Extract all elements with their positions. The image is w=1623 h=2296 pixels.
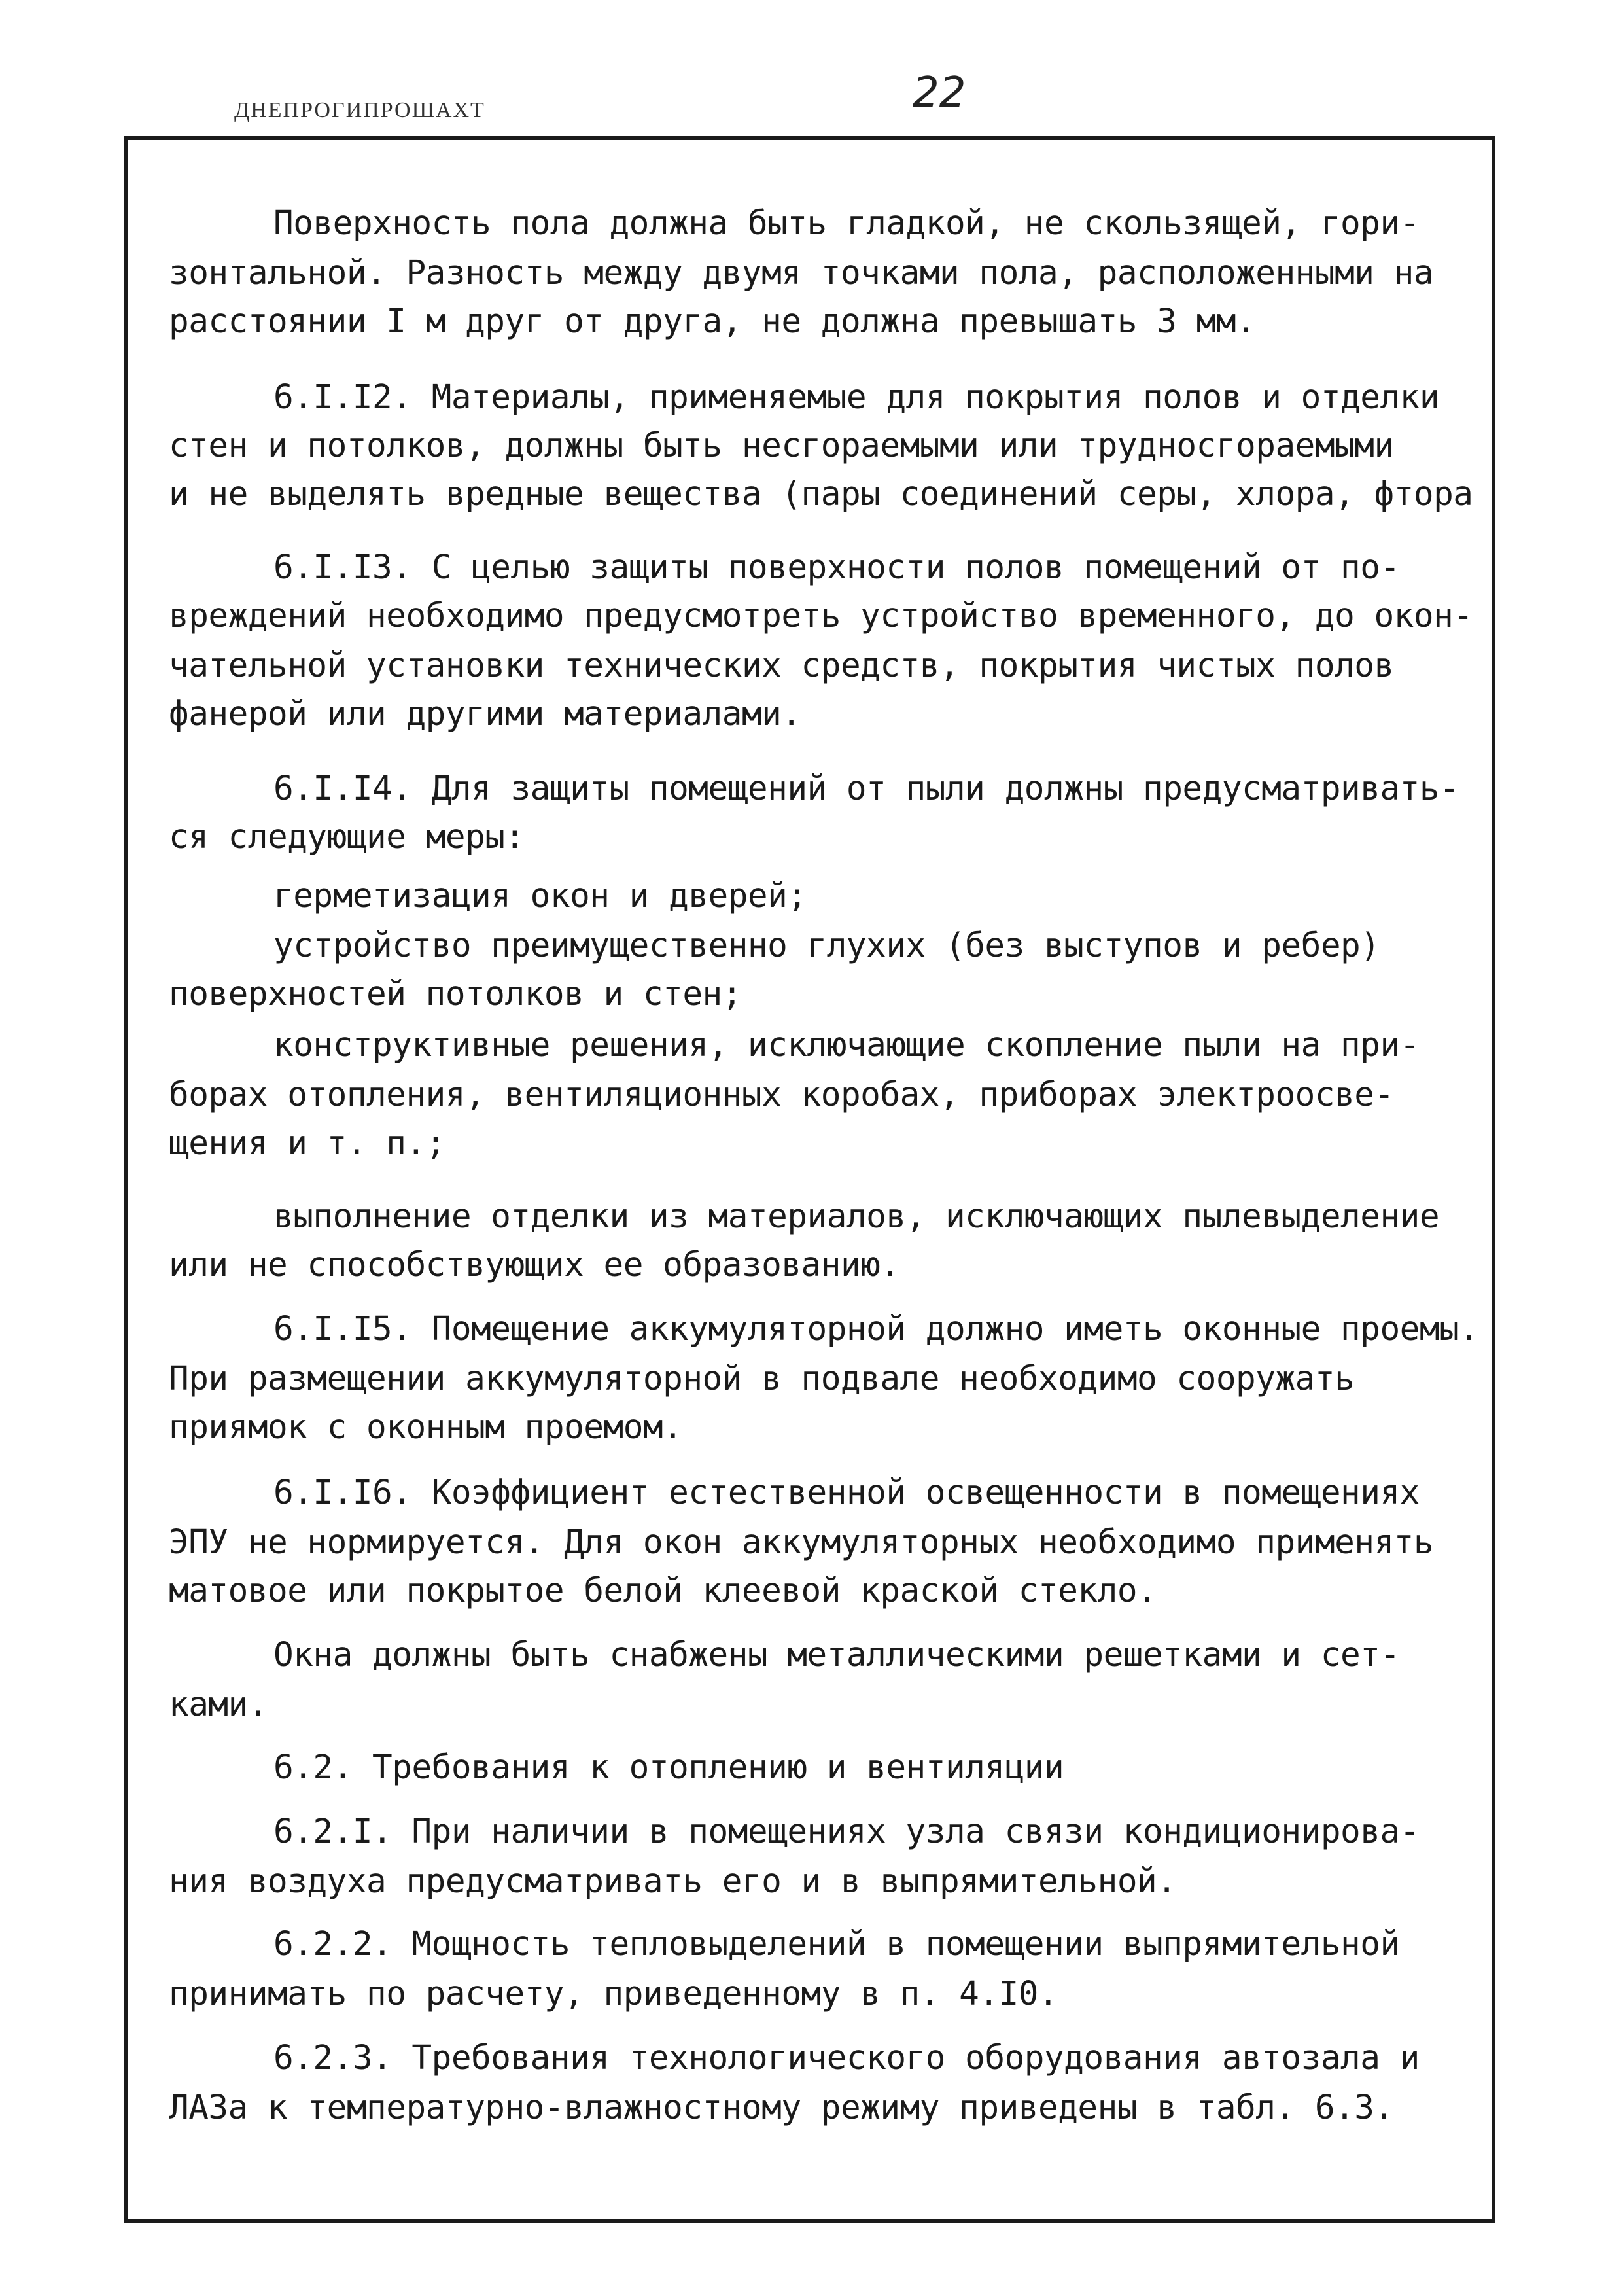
text-line: 6.I.I2. Материалы, применяемые для покрытия полов и отделки <box>273 378 1440 417</box>
text-line: герметизация окон и дверей; <box>273 877 807 915</box>
text-line: фанерой или другими материалами. <box>169 695 801 733</box>
text-line: расстоянии I м друг от друга, не должна превышать 3 мм. <box>169 302 1256 341</box>
text-line: 6.2.2. Мощность тепловыделений в помещении выпрямительной <box>273 1925 1400 1964</box>
text-line: ЛАЗа к температурно-влажностному режиму приведены в табл. 6.3. <box>169 2089 1394 2127</box>
text-line: поверхностей потолков и стен; <box>169 975 742 1014</box>
text-line: конструктивные решения, исключающие скопление пыли на при- <box>273 1026 1420 1065</box>
text-line: щения и т. п.; <box>169 1124 445 1163</box>
section-heading: 6.2. Требования к отоплению и вентиляции <box>273 1748 1064 1787</box>
text-line: или не способствующих ее образованию. <box>169 1246 900 1284</box>
text-line: борах отопления, вентиляционных коробах, приборах электроосве- <box>169 1076 1394 1114</box>
text-line: выполнение отделки из материалов, исключающих пылевыделение <box>273 1197 1440 1236</box>
text-line: вреждений необходимо предусмотреть устройство временного, до окон- <box>169 597 1473 635</box>
text-line: ся следующие меры: <box>169 818 525 857</box>
text-line: 6.I.I3. С целью защиты поверхности полов помещений от по- <box>273 548 1400 587</box>
text-line: устройство преимущественно глухих (без выступов и ребер) <box>273 927 1380 965</box>
text-line: ЭПУ не нормируется. Для окон аккумуляторных необходимо применять <box>169 1523 1434 1562</box>
text-line: приямок с оконным проемом. <box>169 1408 683 1447</box>
text-line: Окна должны быть снабжены металлическими решетками и сет- <box>273 1636 1400 1674</box>
text-line: чательной установки технических средств, покрытия чистых полов <box>169 646 1394 685</box>
text-line: и не выделять вредные вещества (пары соединений серы, хлора, фтора <box>169 475 1473 514</box>
text-line: 6.I.I5. Помещение аккумуляторной должно иметь оконные проемы. <box>273 1310 1479 1349</box>
text-line: принимать по расчету, приведенному в п. 4.I0. <box>169 1975 1058 2013</box>
organization-stamp: ДНЕПРОГИПРОШАХТ <box>234 98 485 122</box>
text-line: 6.I.I4. Для защиты помещений от пыли должны предусматривать- <box>273 769 1459 808</box>
text-line: стен и потолков, должны быть несгораемыми или трудносгораемыми <box>169 427 1394 465</box>
page-number: 22 <box>913 69 966 117</box>
text-line: зонтальной. Разность между двумя точками пола, расположенными на <box>169 254 1434 292</box>
text-line: ния воздуха предусматривать его и в выпрямительной. <box>169 1862 1177 1901</box>
text-line: 6.2.I. При наличии в помещениях узла связи кондиционирова- <box>273 1812 1420 1851</box>
text-line: матовое или покрытое белой клеевой краской стекло. <box>169 1572 1157 1610</box>
text-line: При размещении аккумуляторной в подвале необходимо сооружать <box>169 1360 1355 1398</box>
text-line: 6.I.I6. Коэффициент естественной освещенности в помещениях <box>273 1474 1420 1512</box>
text-line: ками. <box>169 1686 268 1724</box>
text-line: 6.2.3. Требования технологического оборудования автозала и <box>273 2039 1420 2077</box>
text-line: Поверхность пола должна быть гладкой, не скользящей, гори- <box>273 204 1420 243</box>
